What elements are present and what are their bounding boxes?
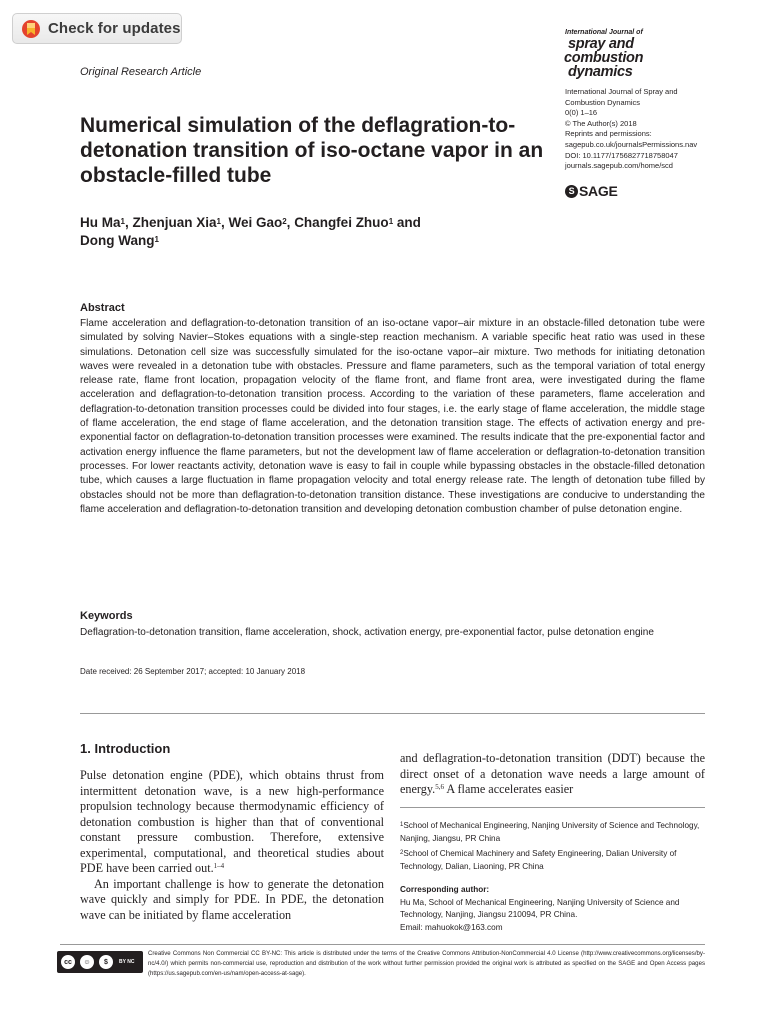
author-name: Wei Gao <box>228 215 283 230</box>
date-received: Date received: 26 September 2017; accepted: 10 January 2018 <box>80 667 306 676</box>
author-affiliation-mark: 1 <box>388 217 394 226</box>
journal-logo-line3: dynamics <box>568 64 633 80</box>
author-affiliation-mark: 2 <box>282 217 287 226</box>
meta-journal-1: International Journal of Spray and <box>565 87 678 96</box>
author-name: Dong Wang <box>80 233 155 248</box>
keywords-heading: Keywords <box>80 610 133 622</box>
author-name: Changfei Zhuo <box>294 215 389 230</box>
affiliation-number: 2 <box>400 850 404 857</box>
check-for-updates-label: Check for updates <box>48 20 181 37</box>
meta-doi[interactable]: DOI: 10.1177/1756827718758047 <box>565 150 678 160</box>
author-affiliation-mark: 1 <box>120 217 125 226</box>
intro-col2-text-b: A flame accelerates easier <box>443 782 574 796</box>
cc-badge-text: BY NC <box>119 959 135 965</box>
article-title: Numerical simulation of the deflagration-to-detonation transition of iso-octane vapor in an obstacle-filled tube <box>80 114 544 187</box>
author-separator: , <box>124 215 133 230</box>
affiliations <box>400 820 705 873</box>
affiliation-text: School of Mechanical Engineering, Nanjing University of Science and Technology, Nanjing, Jiangsu, PR China <box>400 821 700 843</box>
affiliation-text: School of Chemical Machinery and Safety Engineering, Dalian University of Technology, Dalian, Liaoning, PR China <box>400 849 677 871</box>
author-list <box>80 214 550 250</box>
corresponding-author-address: Hu Ma, School of Mechanical Engineering, Nanjing University of Science and Technology, Nanjing, Jiangsu 210094, PR China. <box>400 897 680 920</box>
abstract-heading: Abstract <box>80 302 125 314</box>
bookmark-icon <box>21 19 41 39</box>
corresponding-author <box>400 884 705 934</box>
creative-commons-badge[interactable] <box>57 951 143 973</box>
cc-icon: cc <box>60 954 76 970</box>
journal-meta <box>565 87 755 172</box>
body-column-right <box>400 751 705 798</box>
intro-paragraph-1 <box>80 768 384 877</box>
intro-col2-text-a: and deflagration-to-detonation transition (DDT) because the direct onset of a detonation wave needs a large amount of energy. <box>400 751 705 796</box>
article-type: Original Research Article <box>80 66 202 78</box>
intro-paragraph-1-text: Pulse detonation engine (PDE), which obtains thrust from intermittent detonation wave, is a new high-performance propulsion technology because thermodynamic efficiency of detonation combustion is higher than that of conventional constant pressure combustion. Therefore, extensive experimental, computational, and theoretical studies about PDE have been carried out. <box>80 768 384 875</box>
affiliation-item <box>400 848 705 873</box>
meta-volume: 0(0) 1–16 <box>565 108 598 118</box>
citation-ref[interactable]: 1–4 <box>213 862 225 870</box>
meta-journal-2: Combustion Dynamics <box>565 97 641 107</box>
corresponding-author-email[interactable]: Email: mahuokok@163.com <box>400 922 503 932</box>
meta-permissions-link[interactable]: sagepub.co.uk/journalsPermissions.nav <box>565 139 698 149</box>
meta-copyright: © The Author(s) 2018 <box>565 118 637 128</box>
journal-logo-small: International Journal of <box>565 29 643 36</box>
meta-journal-link[interactable]: journals.sagepub.com/home/scd <box>565 161 673 171</box>
sage-logo-text: SAGE <box>579 183 618 199</box>
intro-paragraph-2: An important challenge is how to generate the detonation wave quickly and simply for PDE. In PDE, the detonation wave can be initiated by flame acceleration <box>80 876 384 922</box>
abstract-text: Flame acceleration and deflagration-to-detonation transition of an iso-octane vapor–air mixture in an obstacle-filled detonation tube were simulated by solving Navier–Stokes equations with a single-step reaction mechanism. A variable specific heat ratio was used in these simulations. Detonation cell size was successfully simulated for the iso-octane vapor–air mixture. Two methods for initiating detonation waves were revealed in a detonation tube with obstacles. Pressure and flame parameters, such as the temporal variation of total energy release rate, flame front location, propagation velocity of the flame front, and flame front area, were investigated during the flame acceleration and deflagration-to-detonation transition process. According to the variation of these parameters, flame acceleration and deflagration-to-detonation transition processes could be divided into four stages, i.e. the early stage of flame acceleration, the middle stage of flame acceleration, the end stage of flame acceleration, and the detonation transition stage. The effects of activation energy and pre-exponential factor on deflagration-to-detonation transition processes were examined. The results indicate that the pre-exponential factor and activation energy influence the flame parameters, but not the development law of flame acceleration or deflagration-to-detonation transition processes. For lower reactants activity, detonation wave is easy to fail in couple while bypassing obstacles in the obstacle-filled detonation tube, which causes a large fluctuation in flame propagation velocity and total energy release rate. The length of detonation tube filled by obstacles should not be more than deflagration-to-detonation transition distance. These investigations are conducive to understanding the flame acceleration and deflagration-to-detonation transition and developing detonation combustion chamber of pulse detonation engine. <box>80 318 705 515</box>
sage-s-icon: S <box>565 185 578 198</box>
author-name: Hu Ma <box>80 215 121 230</box>
author-separator: , <box>286 215 295 230</box>
section-heading-introduction: 1. Introduction <box>80 741 171 756</box>
journal-logo-line1: spray and <box>568 36 634 52</box>
author-separator: , <box>220 215 229 230</box>
affiliation-item <box>400 820 705 845</box>
author-separator: and <box>393 215 421 230</box>
journal-logo <box>563 29 703 79</box>
divider <box>60 944 705 945</box>
body-column-left <box>80 768 384 923</box>
sage-logo <box>565 183 617 199</box>
non-commercial-icon: $ <box>98 954 114 970</box>
keywords-text: Deflagration-to-detonation transition, flame acceleration, shock, activation energy, pre-exponential factor, pulse detonation engine <box>80 627 654 638</box>
citation-ref[interactable]: 5,6 <box>435 783 444 791</box>
affiliation-number: 1 <box>400 822 404 828</box>
author-name: Zhenjuan Xia <box>132 215 217 230</box>
journal-logo-line2: combustion <box>564 50 644 66</box>
author-affiliation-mark: 1 <box>154 235 159 244</box>
check-for-updates-button[interactable] <box>12 13 182 44</box>
corresponding-author-heading: Corresponding author: <box>400 885 490 894</box>
license-text: Creative Commons Non Commercial CC BY-NC: This article is distributed under the terms of the Creative Commons Attribution-NonCommercial 4.0 License (http://www.creativecommons.org/licenses/by-nc/4.0/) which permits non-commercial use, reproduction and distribution of the work without further permission provided the original work is attributed as specified on the SAGE and Open Access pages (https://us.sagepub.com/en-us/nam/open-access-at-sage). <box>148 950 705 977</box>
attribution-icon: ☺ <box>79 954 95 970</box>
divider <box>80 713 705 714</box>
author-affiliation-mark: 1 <box>216 217 221 226</box>
divider <box>400 807 705 808</box>
meta-reprints: Reprints and permissions: <box>565 129 652 139</box>
